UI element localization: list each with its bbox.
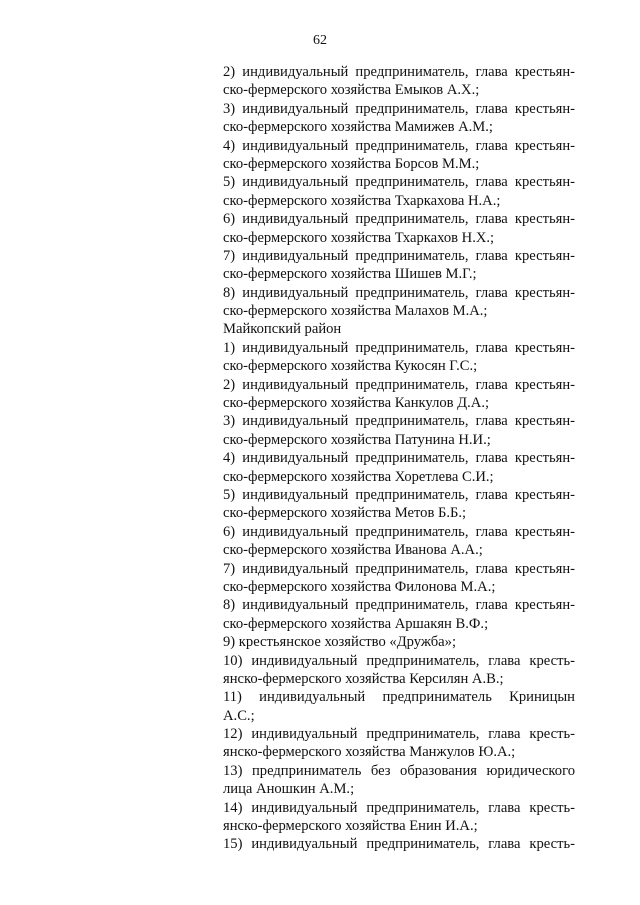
- text-line: ско-фермерского хозяйства Аршакян В.Ф.;: [223, 615, 489, 632]
- text-line: ско-фермерского хозяйства Хоретлева С.И.;: [223, 468, 494, 485]
- text-line: 2) индивидуальный предприниматель, глава крестьян-: [223, 376, 575, 393]
- text-line: 14) индивидуальный предприниматель, глава кресть-: [223, 799, 575, 816]
- text-line: 7) индивидуальный предприниматель, глава крестьян-: [223, 560, 575, 577]
- text-line: янско-фермерского хозяйства Манжулов Ю.А.;: [223, 744, 516, 761]
- text-line: 4) индивидуальный предприниматель, глава крестьян-: [223, 450, 575, 467]
- text-line: ско-фермерского хозяйства Филонова М.А.;: [223, 578, 496, 595]
- text-line: 7) индивидуальный предприниматель, глава крестьян-: [223, 247, 575, 264]
- text-line: 15) индивидуальный предприниматель, глава кресть-: [223, 836, 575, 853]
- text-line: 5) индивидуальный предприниматель, глава крестьян-: [223, 486, 575, 503]
- text-line: 3) индивидуальный предприниматель, глава крестьян-: [223, 413, 575, 430]
- text-line: 8) индивидуальный предприниматель, глава крестьян-: [223, 597, 575, 614]
- text-line: янско-фермерского хозяйства Керсилян А.В.;: [223, 670, 504, 687]
- text-line: 4) индивидуальный предприниматель, глава крестьян-: [223, 137, 575, 154]
- text-line: 13) предприниматель без образования юридического: [223, 762, 575, 779]
- text-line: ско-фермерского хозяйства Метов Б.Б.;: [223, 505, 467, 522]
- text-line: 12) индивидуальный предприниматель, глава кресть-: [223, 726, 575, 743]
- text-line: 8) индивидуальный предприниматель, глава крестьян-: [223, 284, 575, 301]
- text-line: ско-фермерского хозяйства Иванова А.А.;: [223, 542, 483, 559]
- text-line: ско-фермерского хозяйства Патунина Н.И.;: [223, 431, 491, 448]
- text-line: ско-фермерского хозяйства Канкулов Д.А.;: [223, 395, 490, 412]
- text-line: 3) индивидуальный предприниматель, глава крестьян-: [223, 100, 575, 117]
- page-number: 62: [313, 33, 327, 48]
- text-line: 11) индивидуальный предприниматель Криницын: [223, 689, 575, 706]
- text-line: А.С.;: [223, 707, 255, 724]
- text-line: 6) индивидуальный предприниматель, глава крестьян-: [223, 523, 575, 540]
- text-line: 6) индивидуальный предприниматель, глава крестьян-: [223, 211, 575, 228]
- text-line: 9) крестьянское хозяйство «Дружба»;: [223, 634, 457, 651]
- text-line: ско-фермерского хозяйства Мамижев А.М.;: [223, 119, 493, 136]
- text-line: 10) индивидуальный предприниматель, глава кресть-: [223, 652, 575, 669]
- text-line: янско-фермерского хозяйства Енин И.А.;: [223, 818, 478, 835]
- text-line: ско-фермерского хозяйства Тхаркахова Н.А.;: [223, 192, 501, 209]
- text-line: ско-фермерского хозяйства Емыков А.Х.;: [223, 82, 480, 99]
- text-line: ско-фермерского хозяйства Шишев М.Г.;: [223, 266, 477, 283]
- text-line: ско-фермерского хозяйства Кукосян Г.С.;: [223, 358, 478, 375]
- text-line: 2) индивидуальный предприниматель, глава крестьян-: [223, 64, 575, 80]
- text-line: ско-фермерского хозяйства Борсов М.М.;: [223, 155, 480, 172]
- text-line: ско-фермерского хозяйства Тхаркахов Н.Х.;: [223, 229, 495, 246]
- text-line: ско-фермерского хозяйства Малахов М.А.;: [223, 303, 488, 320]
- text-line: 1) индивидуальный предприниматель, глава крестьян-: [223, 339, 575, 356]
- text-line: Майкопский район: [223, 321, 342, 338]
- document-body: [223, 63, 575, 854]
- text-line: лица Аношкин А.М.;: [223, 781, 355, 798]
- text-line: 5) индивидуальный предприниматель, глава крестьян-: [223, 174, 575, 191]
